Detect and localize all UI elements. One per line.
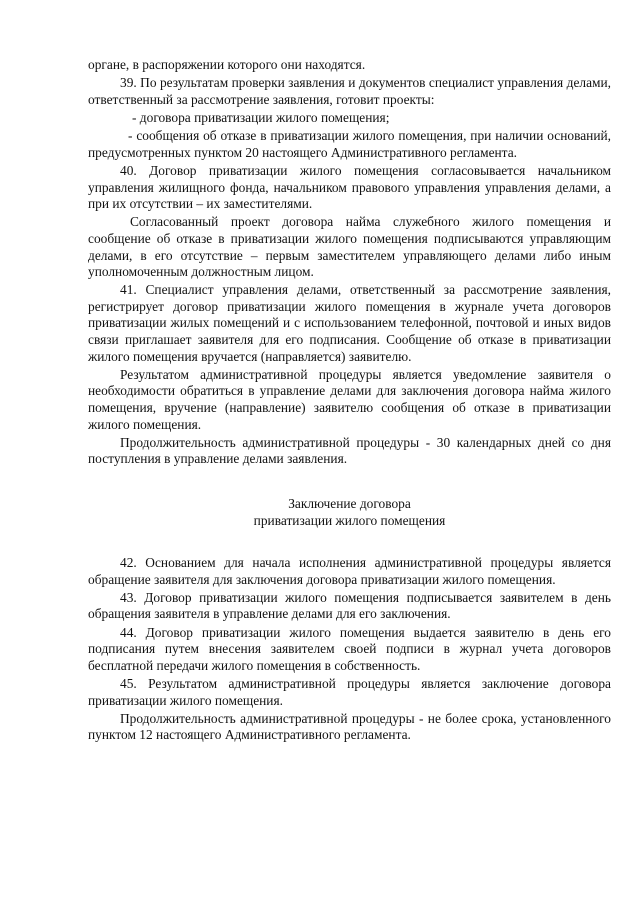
section-heading-line-2: приватизации жилого помещения [253, 513, 446, 528]
paragraph-40: 40. Договор приватизации жилого помещения согласовывается начальником управления жилищного фонда, начальником правового управления управления делами, а при их отсутствии – их заместителями. [88, 162, 611, 212]
paragraph-45-duration: Продолжительность административной процедуры - не более срока, установленного пунктом 12 настоящего Административного регламента. [88, 710, 611, 743]
document-body [88, 57, 611, 746]
paragraph-43: 43. Договор приватизации жилого помещения подписывается заявителем в день обращения заявителя в управление делами для его заключения. [88, 589, 611, 622]
paragraph-44: 44. Договор приватизации жилого помещения выдается заявителю в день его подписания путем внесения заявителем своей подписи в журнал учета договоров бесплатной передачи жилого помещения в собственность. [88, 624, 611, 673]
paragraph-41-result: Результатом административной процедуры является уведомление заявителя о необходимости обратиться в управление делами для заключения договора найма жилого помещения, вручение (направление) заявителю сообщения об отказе в приватизации жилого помещения. [88, 366, 611, 432]
list-item-refusal-draft: - сообщения об отказе в приватизации жилого помещения, при наличии оснований, предусмотренных пунктом 20 настоящего Административного регламента. [88, 128, 611, 160]
paragraph-45: 45. Результатом административной процедуры является заключение договора приватизации жилого помещения. [88, 675, 611, 708]
section-bottom [88, 555, 611, 744]
paragraph-39: 39. По результатам проверки заявления и документов специалист управления делами, ответственный за рассмотрение заявления, готовит проекты: [88, 75, 611, 107]
section-top [88, 57, 611, 468]
paragraph-42: 42. Основанием для начала исполнения административной процедуры является обращение заявителя для заключения договора приватизации жилого помещения. [88, 555, 611, 587]
section-heading-line-1: Заключение договора [288, 496, 411, 511]
paragraph-continuation: органе, в распоряжении которого они находятся. [88, 57, 366, 72]
paragraph-41-duration: Продолжительность административной процедуры - 30 календарных дней со дня поступления в управление делами заявления. [88, 434, 611, 467]
section-heading [88, 495, 611, 529]
list-item-contract-draft: - договора приватизации жилого помещения; [132, 109, 390, 125]
paragraph-41: 41. Специалист управления делами, ответственный за рассмотрение заявления, регистрирует договор приватизации жилого помещения в журнале учета договоров приватизации жилых помещений и с использованием телефонной, почтовой и иных видов связи приглашает заявителя для его подписания. Сообщение об отказе в приватизации жилого помещения вручается (направляется) заявителю. [88, 282, 611, 364]
paragraph-40-approval: Согласованный проект договора найма служебного жилого помещения и сообщение об отказе в приватизации жилого помещения подписываются управляющим делами, в его отсутствие – первым заместителем управляющего делами либо иным уполномоченным должностным лицом. [88, 214, 611, 280]
